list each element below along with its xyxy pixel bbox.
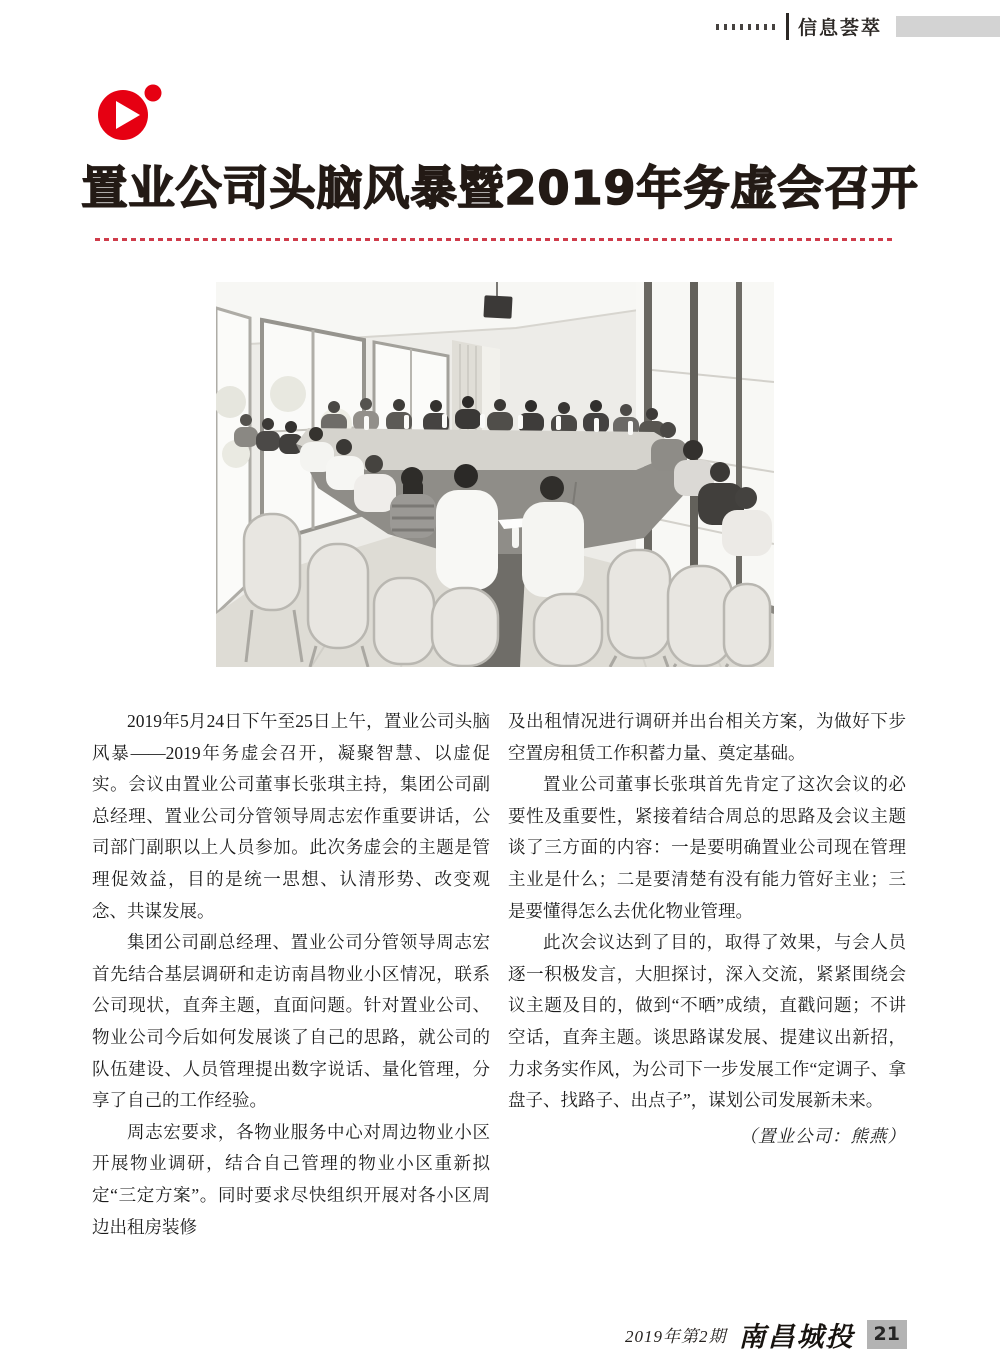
red-dashed-divider [95, 238, 894, 241]
article-attribution: （置业公司：熊燕） [739, 1125, 906, 1146]
accent-dot-icon [145, 85, 162, 102]
header-gray-bar [896, 16, 1000, 37]
article-column-right [508, 706, 906, 1243]
tick-marks-decoration [716, 24, 778, 30]
paragraph: 此次会议达到了目的，取得了效果，与会人员逐一积极发言，大胆探讨，深入交流，紧紧围绕会议主题及目的，做到“不晒”成绩，直戳问题；不讲空话，直奔主题。谈思路谋发展、提建议出新招，力求务实作风，为公司下一步发展工作“定调子、拿盘子、找路子、出点子”，谋划公司发展新未来。 [508, 932, 906, 1111]
header-divider-bar [786, 13, 789, 40]
page-number-badge: 21 [867, 1320, 907, 1349]
article-title: 置业公司头脑风暴暨2019年务虚会召开 [81, 161, 919, 215]
issue-label: 2019年第2期 [625, 1327, 727, 1346]
magazine-name: 南昌城投 [738, 1322, 855, 1353]
paragraph-continuation: 及出租情况进行调研并出台相关方案，为做好下步空置房租赁工作积蓄力量、奠定基础。 [508, 711, 906, 763]
paragraph: 2019年5月24日下午至25日上午，置业公司头脑风暴——2019年务虚会召开，凝聚智慧、以虚促实。会议由置业公司董事长张琪主持，集团公司副总经理、置业公司分管领导周志宏作重要讲话，公司部门副职以上人员参加。此次务虚会的主题是管理促效益，目的是统一思想、认清形势、改变观念、共谋发展。 [92, 711, 490, 921]
article-column-left [92, 706, 490, 1243]
page-header [716, 13, 1000, 40]
paragraph: 置业公司董事长张琪首先肯定了这次会议的必要性及重要性，紧接着结合周总的思路及会议主题谈了三方面的内容：一是要明确置业公司现在管理主业是什么；二是要清楚有没有能力管好主业；三是要懂得怎么去优化物业管理。 [508, 774, 906, 921]
meeting-photo-graphic [216, 282, 774, 667]
paragraph: 周志宏要求，各物业服务中心对周边物业小区开展物业调研，结合自己管理的物业小区重新拟定“三定方案”。同时要求尽快组织开展对各小区周边出租房装修 [92, 1121, 490, 1237]
paragraph: 集团公司副总经理、置业公司分管领导周志宏首先结合基层调研和走访南昌物业小区情况，联系公司现状，直奔主题，直面问题。针对置业公司、物业公司今后如何发展谈了自己的思路，就公司的队伍建设、人员管理提出数字说话、量化管理，分享了自己的工作经验。 [92, 932, 490, 1111]
play-icon-graphic [95, 80, 171, 150]
meeting-photo [216, 282, 774, 667]
section-label: 信息荟萃 [797, 17, 882, 39]
play-icon [95, 80, 171, 150]
article-body [92, 706, 906, 1243]
page-footer [625, 1315, 907, 1354]
